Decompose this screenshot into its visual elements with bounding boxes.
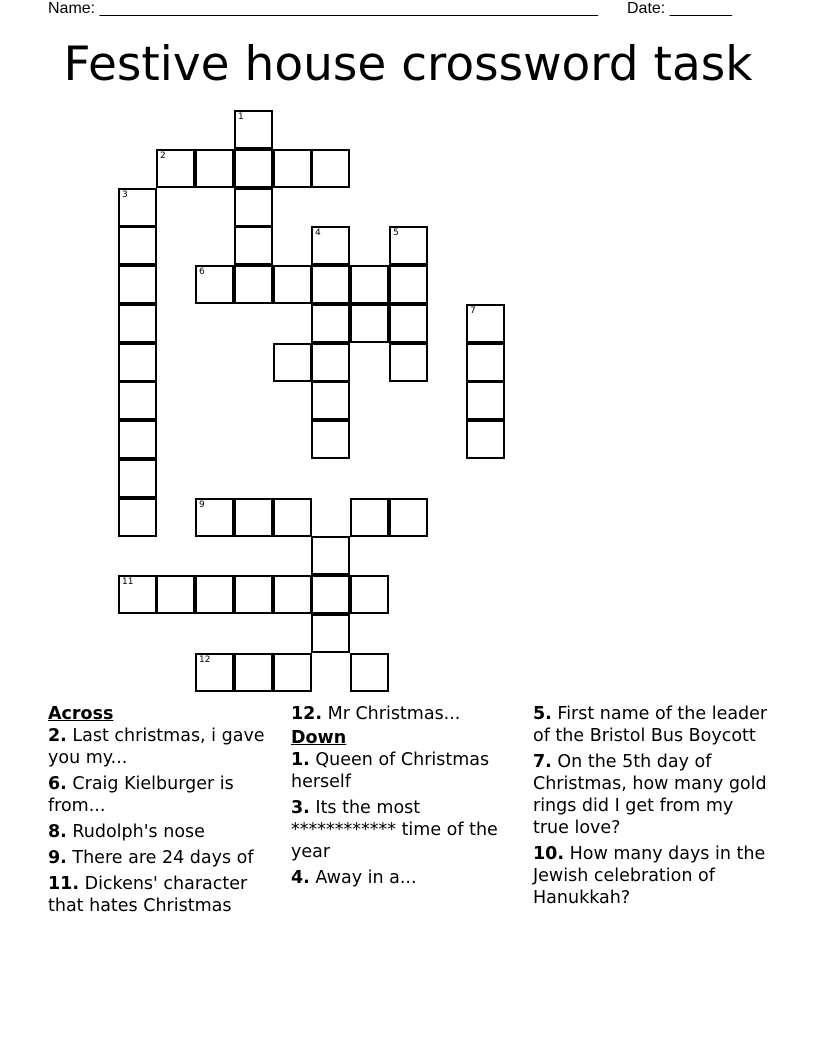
- clue-across-9: [48, 847, 280, 869]
- grid-cell[interactable]: [118, 381, 157, 420]
- grid-cell[interactable]: [311, 226, 350, 265]
- grid-cell[interactable]: [195, 498, 234, 537]
- grid-cell[interactable]: [273, 498, 312, 537]
- grid-cell[interactable]: [234, 653, 273, 692]
- grid-cell[interactable]: [234, 226, 273, 265]
- cell-number: 5: [393, 228, 399, 238]
- cell-number: 11: [122, 577, 134, 587]
- date-field: Date: _______: [627, 0, 732, 17]
- clue-number: 11.: [48, 874, 80, 894]
- grid-cell[interactable]: [389, 265, 428, 304]
- grid-cell[interactable]: [311, 343, 350, 382]
- clue-down-10: [533, 843, 773, 909]
- clue-down-7: [533, 751, 773, 839]
- grid-cell[interactable]: [311, 149, 350, 188]
- clue-text: Last christmas, i gave you my...: [48, 726, 265, 768]
- clue-text: Dickens' character that hates Christmas: [48, 874, 248, 916]
- cell-number: 9: [199, 500, 205, 510]
- grid-cell[interactable]: [273, 575, 312, 614]
- grid-cell[interactable]: [350, 653, 389, 692]
- grid-cell[interactable]: [156, 575, 195, 614]
- clue-down-1: [291, 749, 521, 793]
- clue-text: On the 5th day of Christmas, how many gold rings did I get from my true love?: [533, 752, 767, 838]
- clues-column-1: [48, 703, 280, 921]
- clue-number: 7.: [533, 752, 552, 772]
- grid-cell[interactable]: [466, 343, 505, 382]
- down-heading: Down: [291, 728, 347, 748]
- grid-cell[interactable]: [311, 381, 350, 420]
- grid-cell[interactable]: [311, 265, 350, 304]
- cell-number: 1: [238, 112, 244, 122]
- grid-cell[interactable]: [389, 304, 428, 343]
- grid-cell[interactable]: [234, 110, 273, 149]
- clue-number: 3.: [291, 798, 310, 818]
- clue-text: Mr Christmas...: [327, 704, 461, 724]
- grid-cell[interactable]: [118, 188, 157, 227]
- grid-cell[interactable]: [350, 304, 389, 343]
- grid-cell[interactable]: [234, 149, 273, 188]
- grid-cell[interactable]: [234, 575, 273, 614]
- grid-cell[interactable]: [389, 343, 428, 382]
- grid-cell[interactable]: [311, 420, 350, 459]
- clue-across-11: [48, 873, 280, 917]
- clue-text: There are 24 days of: [72, 848, 254, 868]
- cell-number: 7: [470, 306, 476, 316]
- across-heading: Across: [48, 704, 114, 724]
- grid-cell[interactable]: [350, 498, 389, 537]
- clue-down-3: [291, 797, 521, 863]
- grid-cell[interactable]: [195, 265, 234, 304]
- grid-cell[interactable]: [234, 265, 273, 304]
- clue-number: 2.: [48, 726, 67, 746]
- grid-cell[interactable]: [311, 575, 350, 614]
- grid-cell[interactable]: [273, 149, 312, 188]
- grid-cell[interactable]: [311, 304, 350, 343]
- grid-cell[interactable]: [156, 149, 195, 188]
- grid-cell[interactable]: [311, 536, 350, 575]
- clue-number: 9.: [48, 848, 67, 868]
- clue-text: Away in a...: [315, 868, 417, 888]
- grid-cell[interactable]: [466, 304, 505, 343]
- grid-cell[interactable]: [118, 575, 157, 614]
- grid-cell[interactable]: [118, 304, 157, 343]
- clue-down-4: [291, 867, 521, 889]
- cell-number: 12: [199, 655, 211, 665]
- clue-number: 5.: [533, 704, 552, 724]
- clue-across-12: [291, 703, 521, 725]
- clue-text: Its the most ************ time of the year: [291, 798, 498, 862]
- grid-cell[interactable]: [389, 226, 428, 265]
- grid-cell[interactable]: [234, 498, 273, 537]
- grid-cell[interactable]: [466, 381, 505, 420]
- grid-cell[interactable]: [350, 265, 389, 304]
- clue-down-5: [533, 703, 773, 747]
- clue-text: First name of the leader of the Bristol Bus Boycott: [533, 704, 768, 746]
- name-field: Name: ________________________________________________________: [48, 0, 598, 17]
- grid-cell[interactable]: [273, 265, 312, 304]
- grid-cell[interactable]: [350, 575, 389, 614]
- clue-text: Queen of Christmas herself: [291, 750, 490, 792]
- grid-cell[interactable]: [273, 343, 312, 382]
- grid-cell[interactable]: [234, 188, 273, 227]
- clue-text: Rudolph's nose: [72, 822, 205, 842]
- cell-number: 2: [160, 151, 166, 161]
- grid-cell[interactable]: [273, 653, 312, 692]
- grid-cell[interactable]: [195, 149, 234, 188]
- grid-cell[interactable]: [118, 226, 157, 265]
- grid-cell[interactable]: [311, 614, 350, 653]
- clue-text: How many days in the Jewish celebration of Hanukkah?: [533, 844, 766, 908]
- clue-number: 1.: [291, 750, 310, 770]
- grid-cell[interactable]: [118, 459, 157, 498]
- grid-cell[interactable]: [466, 420, 505, 459]
- clue-number: 4.: [291, 868, 310, 888]
- clue-number: 12.: [291, 704, 323, 724]
- clue-across-8: [48, 821, 280, 843]
- clue-number: 6.: [48, 774, 67, 794]
- clue-text: Craig Kielburger is from...: [48, 774, 234, 816]
- grid-cell[interactable]: [118, 343, 157, 382]
- clues-column-2: [291, 703, 521, 893]
- grid-cell[interactable]: [118, 498, 157, 537]
- cell-number: 6: [199, 267, 205, 277]
- clue-number: 8.: [48, 822, 67, 842]
- grid-cell[interactable]: [118, 420, 157, 459]
- cell-number: 4: [315, 228, 321, 238]
- grid-cell[interactable]: [389, 498, 428, 537]
- grid-cell[interactable]: [118, 265, 157, 304]
- clue-across-2: [48, 725, 280, 769]
- grid-cell[interactable]: [195, 653, 234, 692]
- clue-number: 10.: [533, 844, 565, 864]
- cell-number: 3: [122, 190, 128, 200]
- page-title: Festive house crossword task: [63, 37, 753, 92]
- clue-across-6: [48, 773, 280, 817]
- grid-cell[interactable]: [195, 575, 234, 614]
- clues-column-3: [533, 703, 773, 913]
